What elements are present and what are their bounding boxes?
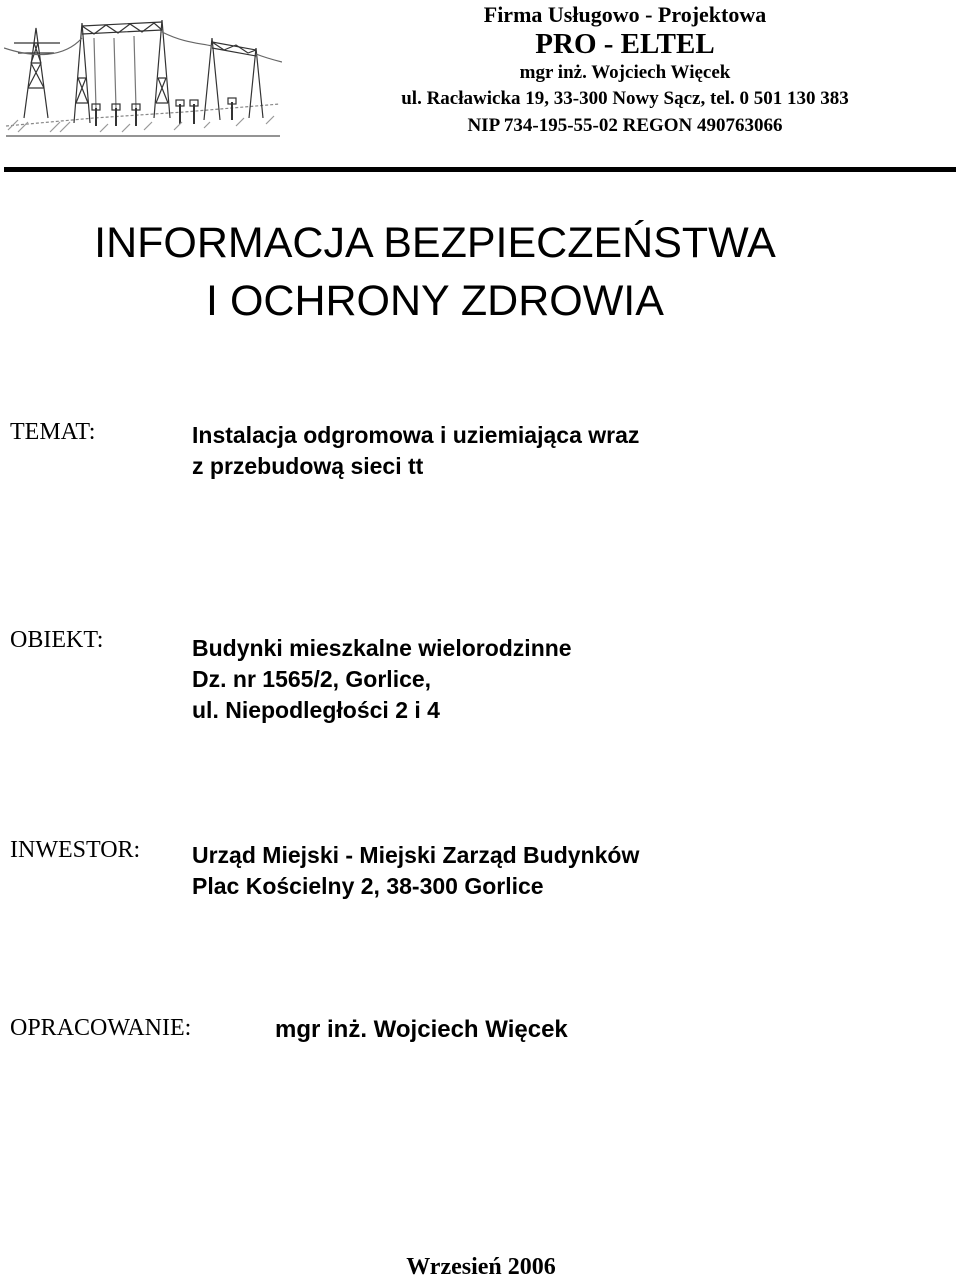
temat-line: z przebudową sieci tt	[192, 453, 424, 479]
obiekt-line: ul. Niepodległości 2 i 4	[192, 697, 440, 723]
document-title-line-1: INFORMACJA BEZPIECZEŃSTWA	[94, 219, 776, 267]
header-divider	[4, 167, 956, 172]
power-substation-icon	[4, 8, 282, 143]
inwestor-line: Plac Kościelny 2, 38-300 Gorlice	[192, 873, 544, 899]
company-brand: PRO - ELTEL	[535, 28, 715, 60]
obiekt-line: Dz. nr 1565/2, Gorlice,	[192, 666, 432, 692]
obiekt-label: OBIEKT:	[10, 627, 104, 653]
company-owner: mgr inż. Wojciech Więcek	[519, 62, 731, 83]
company-registration-ids: NIP 734-195-55-02 REGON 490763066	[467, 115, 783, 136]
temat-label: TEMAT:	[10, 419, 96, 445]
temat-value	[192, 420, 639, 482]
document-date: Wrzesień 2006	[406, 1254, 556, 1280]
inwestor-line: Urząd Miejski - Miejski Zarząd Budynków	[192, 842, 640, 868]
company-address: ul. Racławicka 19, 33-300 Nowy Sącz, tel. 0 501 130 383	[401, 88, 849, 109]
inwestor-label: INWESTOR:	[10, 837, 141, 863]
obiekt-line: Budynki mieszkalne wielorodzinne	[192, 635, 572, 661]
inwestor-value	[192, 840, 639, 902]
obiekt-value	[192, 633, 572, 726]
document-title-line-2: I OCHRONY ZDROWIA	[206, 277, 664, 325]
opracowanie-label: OPRACOWANIE:	[10, 1015, 192, 1041]
company-name: Firma Usługowo - Projektowa	[483, 2, 767, 27]
temat-line: Instalacja odgromowa i uziemiająca wraz	[192, 422, 640, 448]
opracowanie-value: mgr inż. Wojciech Więcek	[275, 1016, 568, 1043]
